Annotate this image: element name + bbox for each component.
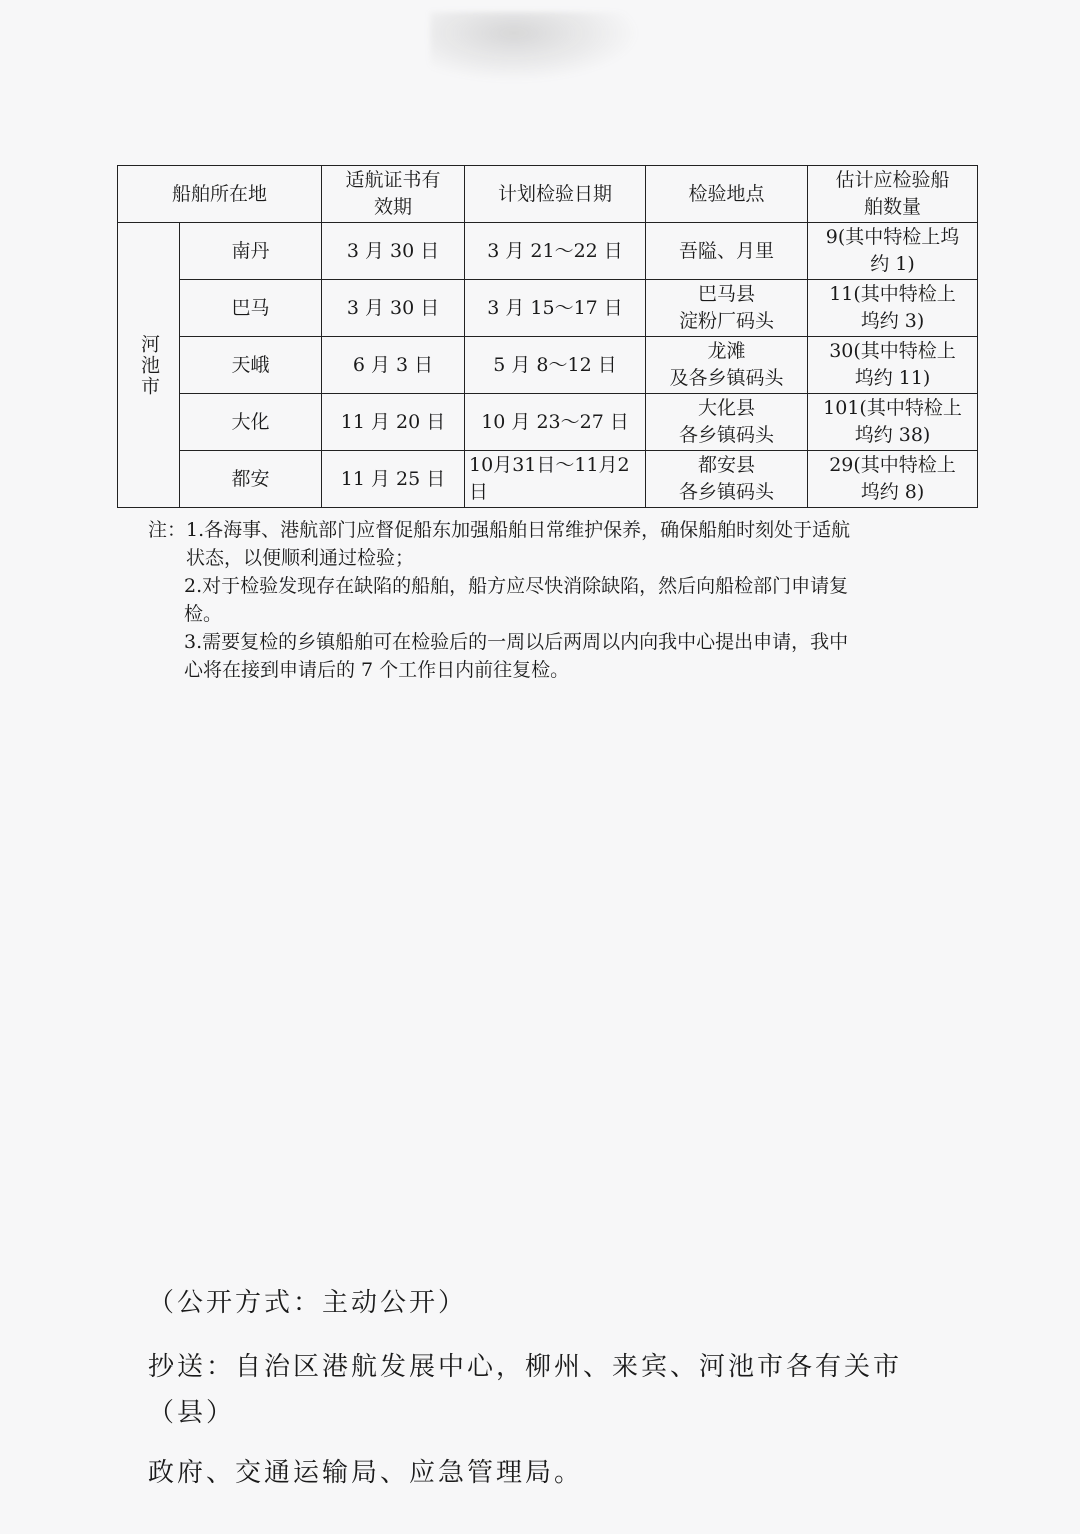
table-row bbox=[118, 451, 978, 508]
validity-cell: 3 月 30 日 bbox=[322, 223, 465, 280]
count-cell: 11(其中特检上 坞约 3) bbox=[808, 280, 978, 337]
count-cell: 29(其中特检上 坞约 8) bbox=[808, 451, 978, 508]
cc-line-2: 政府、交通运输局、应急管理局。 bbox=[148, 1458, 584, 1488]
place-cell: 大化县 各乡镇码头 bbox=[646, 394, 808, 451]
city-cell: 河池市 bbox=[118, 223, 180, 508]
note-item: 3.需要复检的乡镇船舶可在检验后的一周以后两周以内向我中心提出申请，我中 心将在接到申请后的 7 个工作日内前往复检。 bbox=[184, 631, 849, 681]
count-cell: 30(其中特检上 坞约 11) bbox=[808, 337, 978, 394]
table-row bbox=[118, 337, 978, 394]
county-cell: 巴马 bbox=[180, 280, 322, 337]
county-cell: 大化 bbox=[180, 394, 322, 451]
date-cell: 10月31日～11月2 日 bbox=[465, 451, 646, 508]
date-cell: 3 月 21～22 日 bbox=[465, 223, 646, 280]
header-date: 计划检验日期 bbox=[465, 166, 646, 223]
county-cell: 都安 bbox=[180, 451, 322, 508]
header-validity: 适航证书有 效期 bbox=[322, 166, 465, 223]
count-cell: 9(其中特检上坞 约 1) bbox=[808, 223, 978, 280]
validity-cell: 6 月 3 日 bbox=[322, 337, 465, 394]
place-cell: 都安县 各乡镇码头 bbox=[646, 451, 808, 508]
scan-smudge bbox=[430, 12, 640, 82]
header-place: 检验地点 bbox=[646, 166, 808, 223]
cc-line-1: 抄送：自治区港航发展中心，柳州、来宾、河池市各有关市（县） bbox=[148, 1352, 903, 1428]
notes-head: 注： bbox=[148, 519, 187, 541]
document-footer bbox=[148, 1280, 968, 1496]
date-cell: 3 月 15～17 日 bbox=[465, 280, 646, 337]
validity-cell: 11 月 25 日 bbox=[322, 451, 465, 508]
header-count: 估计应检验船 舶数量 bbox=[808, 166, 978, 223]
table-header-row bbox=[118, 166, 978, 223]
table-row bbox=[118, 223, 978, 280]
date-cell: 10 月 23～27 日 bbox=[465, 394, 646, 451]
place-cell: 龙滩 及各乡镇码头 bbox=[646, 337, 808, 394]
county-cell: 天峨 bbox=[180, 337, 322, 394]
count-cell: 101(其中特检上 坞约 38) bbox=[808, 394, 978, 451]
county-cell: 南丹 bbox=[180, 223, 322, 280]
notes-section bbox=[148, 516, 958, 684]
validity-cell: 11 月 20 日 bbox=[322, 394, 465, 451]
publicity-method: （公开方式：主动公开） bbox=[148, 1288, 468, 1318]
place-cell: 吾隘、月里 bbox=[646, 223, 808, 280]
note-item: 注： 1.各海事、港航部门应督促船东加强船舶日常维护保养，确保船舶时刻处于适航 状态，以便顺利通过检验； bbox=[148, 516, 958, 572]
date-cell: 5 月 8～12 日 bbox=[465, 337, 646, 394]
table-row bbox=[118, 394, 978, 451]
validity-cell: 3 月 30 日 bbox=[322, 280, 465, 337]
place-cell: 巴马县 淀粉厂码头 bbox=[646, 280, 808, 337]
inspection-schedule-table bbox=[117, 165, 978, 508]
header-location: 船舶所在地 bbox=[118, 166, 322, 223]
note-item: 2.对于检验发现存在缺陷的船舶，船方应尽快消除缺陷，然后向船检部门申请复 检。 bbox=[184, 575, 849, 625]
table-row bbox=[118, 280, 978, 337]
